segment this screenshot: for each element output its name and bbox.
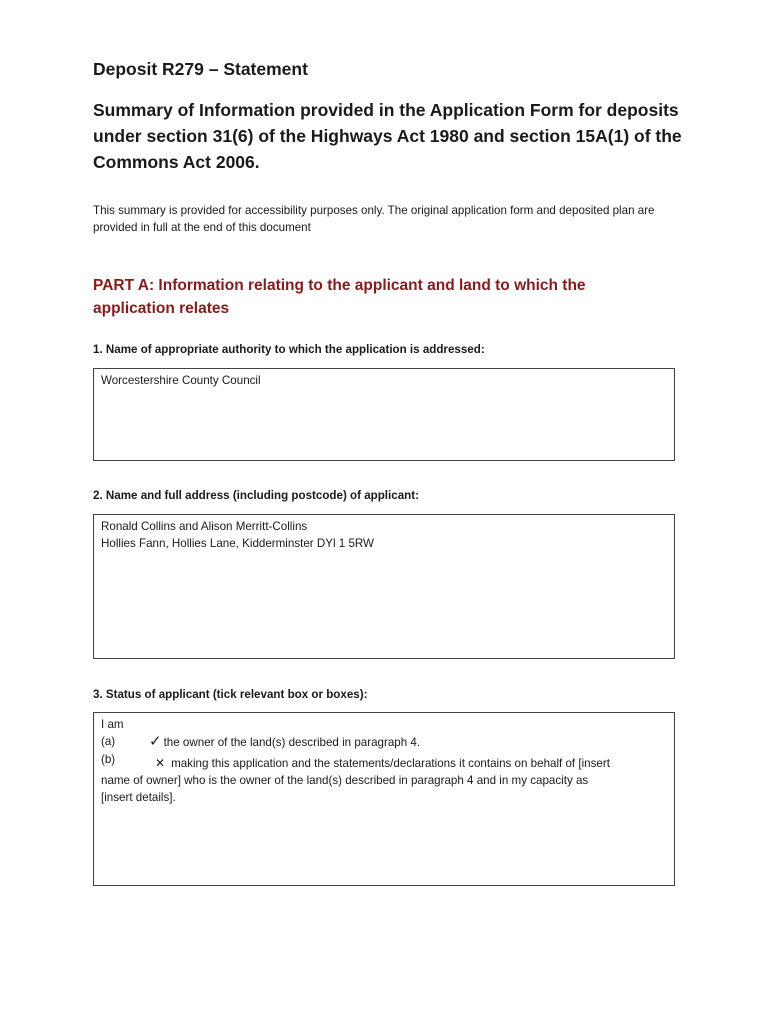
question-3-answer-box	[93, 712, 675, 886]
part-a-heading: PART A: Information relating to the applicant and land to which the application relates	[93, 277, 586, 317]
document-subtitle: Summary of Information provided in the Application Form for deposits under section 31(6) of the Highways Act 1980 and section 15A(1) of the Commons Act 2006.	[93, 100, 682, 172]
question-3-label: 3. Status of applicant (tick relevant box or boxes):	[93, 688, 368, 701]
question-2-label: 2. Name and full address (including postcode) of applicant:	[93, 489, 419, 502]
question-2-answer-box	[93, 514, 675, 659]
checkmark-icon: ✓	[149, 733, 162, 750]
status-option-b-text-line2: name of owner] who is the owner of the land(s) described in paragraph 4 and in my capacity as	[101, 774, 589, 787]
accessibility-note: This summary is provided for accessibility purposes only. The original application form and deposited plan are provided in full at the end of this document	[93, 204, 655, 234]
cross-mark-icon: ✕	[155, 756, 166, 770]
applicant-address: Hollies Fann, Hollies Lane, Kidderminster DYl 1 5RW	[101, 537, 374, 550]
status-option-a-key: (a)	[101, 735, 116, 748]
applicant-names: Ronald Collins and Alison Merritt-Collins	[101, 520, 308, 533]
status-intro: I am	[101, 718, 124, 731]
question-1-label: 1. Name of appropriate authority to which the application is addressed:	[93, 343, 485, 356]
status-option-b	[101, 751, 667, 768]
question-1-answer-box	[93, 368, 675, 461]
document-title: Deposit R279 – Statement	[93, 59, 308, 79]
status-option-b-text-line1: making this application and the statements/declarations it contains on behalf of [insert	[171, 757, 610, 770]
status-option-a-text: the owner of the land(s) described in paragraph 4.	[163, 736, 421, 749]
status-option-b-text-line3: [insert details].	[101, 791, 176, 804]
status-option-a	[101, 733, 667, 751]
question-1-answer: Worcestershire County Council	[101, 374, 261, 387]
status-option-b-key: (b)	[101, 753, 116, 766]
